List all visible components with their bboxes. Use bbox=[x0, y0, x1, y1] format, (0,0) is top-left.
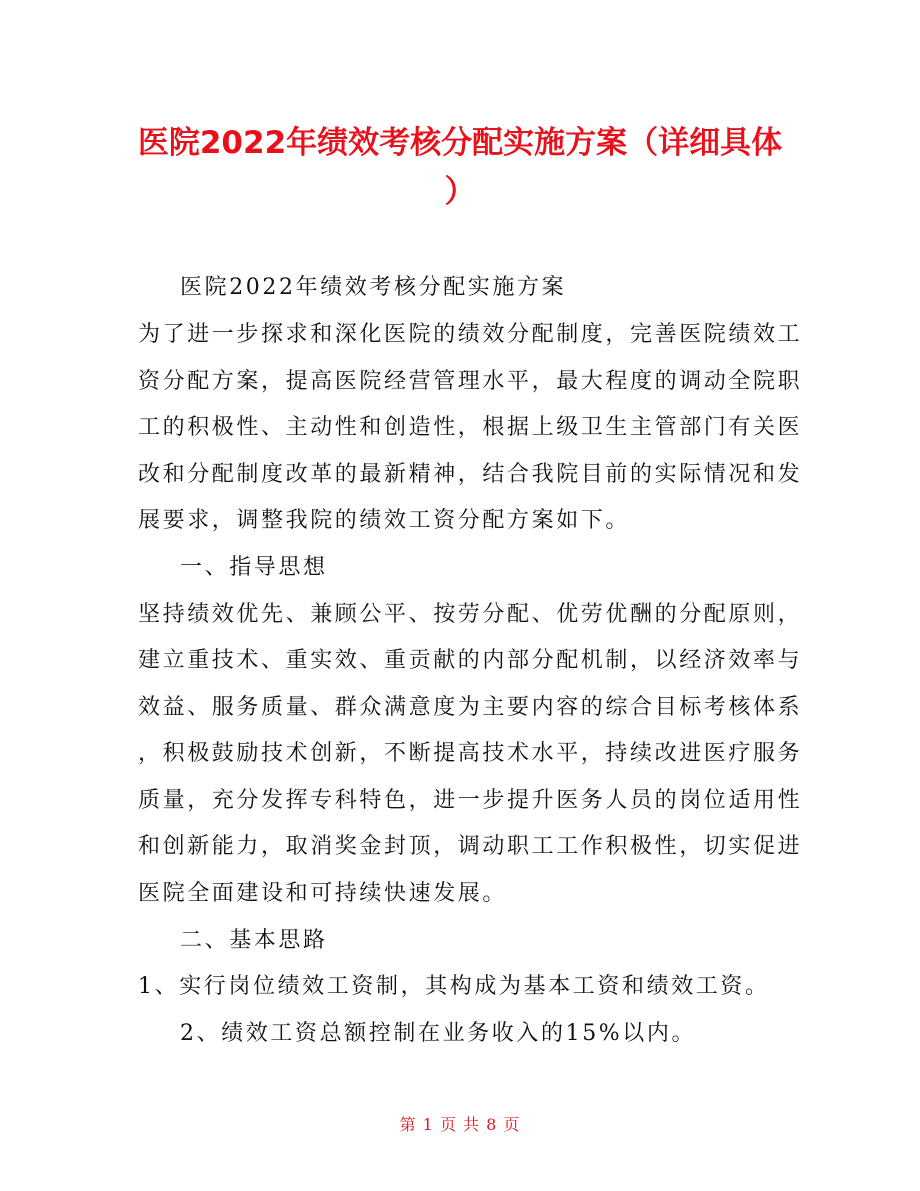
section-1-heading: 一、指导思想 bbox=[180, 555, 328, 580]
section-1-paragraph-line: 和创新能力，取消奖金封顶，调动职工工作积极性，切实促进 bbox=[138, 834, 803, 859]
section-1-paragraph-line: 建立重技术、重实效、重贡献的内部分配机制，以经济效率与 bbox=[138, 648, 803, 673]
document-subtitle: 医院2022年绩效考核分配实施方案 bbox=[180, 275, 567, 300]
section-1-paragraph-line: 医院全面建设和可持续快速发展。 bbox=[138, 881, 508, 906]
document-title-line-2: ） bbox=[444, 174, 476, 210]
section-1-paragraph-line: ，积极鼓励技术创新，不断提高技术水平，持续改进医疗服务 bbox=[138, 741, 803, 766]
intro-paragraph-line: 为了进一步探求和深化医院的绩效分配制度，完善医院绩效工 bbox=[138, 322, 803, 347]
list-item-2: 2、绩效工资总额控制在业务收入的15%以内。 bbox=[180, 1021, 697, 1046]
section-1-paragraph-line: 质量，充分发挥专科特色，进一步提升医务人员的岗位适用性 bbox=[138, 788, 803, 813]
page-number-footer: 第 1 页 共 8 页 bbox=[399, 1115, 521, 1134]
intro-paragraph-line: 资分配方案，提高医院经营管理水平，最大程度的调动全院职 bbox=[138, 369, 803, 394]
section-1-paragraph-line: 坚持绩效优先、兼顾公平、按劳分配、优劳优酬的分配原则， bbox=[138, 602, 803, 627]
intro-paragraph-line: 工的积极性、主动性和创造性，根据上级卫生主管部门有关医 bbox=[138, 415, 803, 440]
intro-paragraph-line: 改和分配制度改革的最新精神，结合我院目前的实际情况和发 bbox=[138, 462, 803, 487]
section-1-paragraph-line: 效益、服务质量、群众满意度为主要内容的综合目标考核体系 bbox=[138, 695, 803, 720]
list-item-1: 1、实行岗位绩效工资制，其构成为基本工资和绩效工资。 bbox=[138, 974, 770, 999]
document-title-line-1: 医院2022年绩效考核分配实施方案（详细具体 bbox=[137, 125, 783, 161]
section-2-heading: 二、基本思路 bbox=[180, 928, 328, 953]
intro-paragraph-line: 展要求，调整我院的绩效工资分配方案如下。 bbox=[138, 508, 631, 533]
